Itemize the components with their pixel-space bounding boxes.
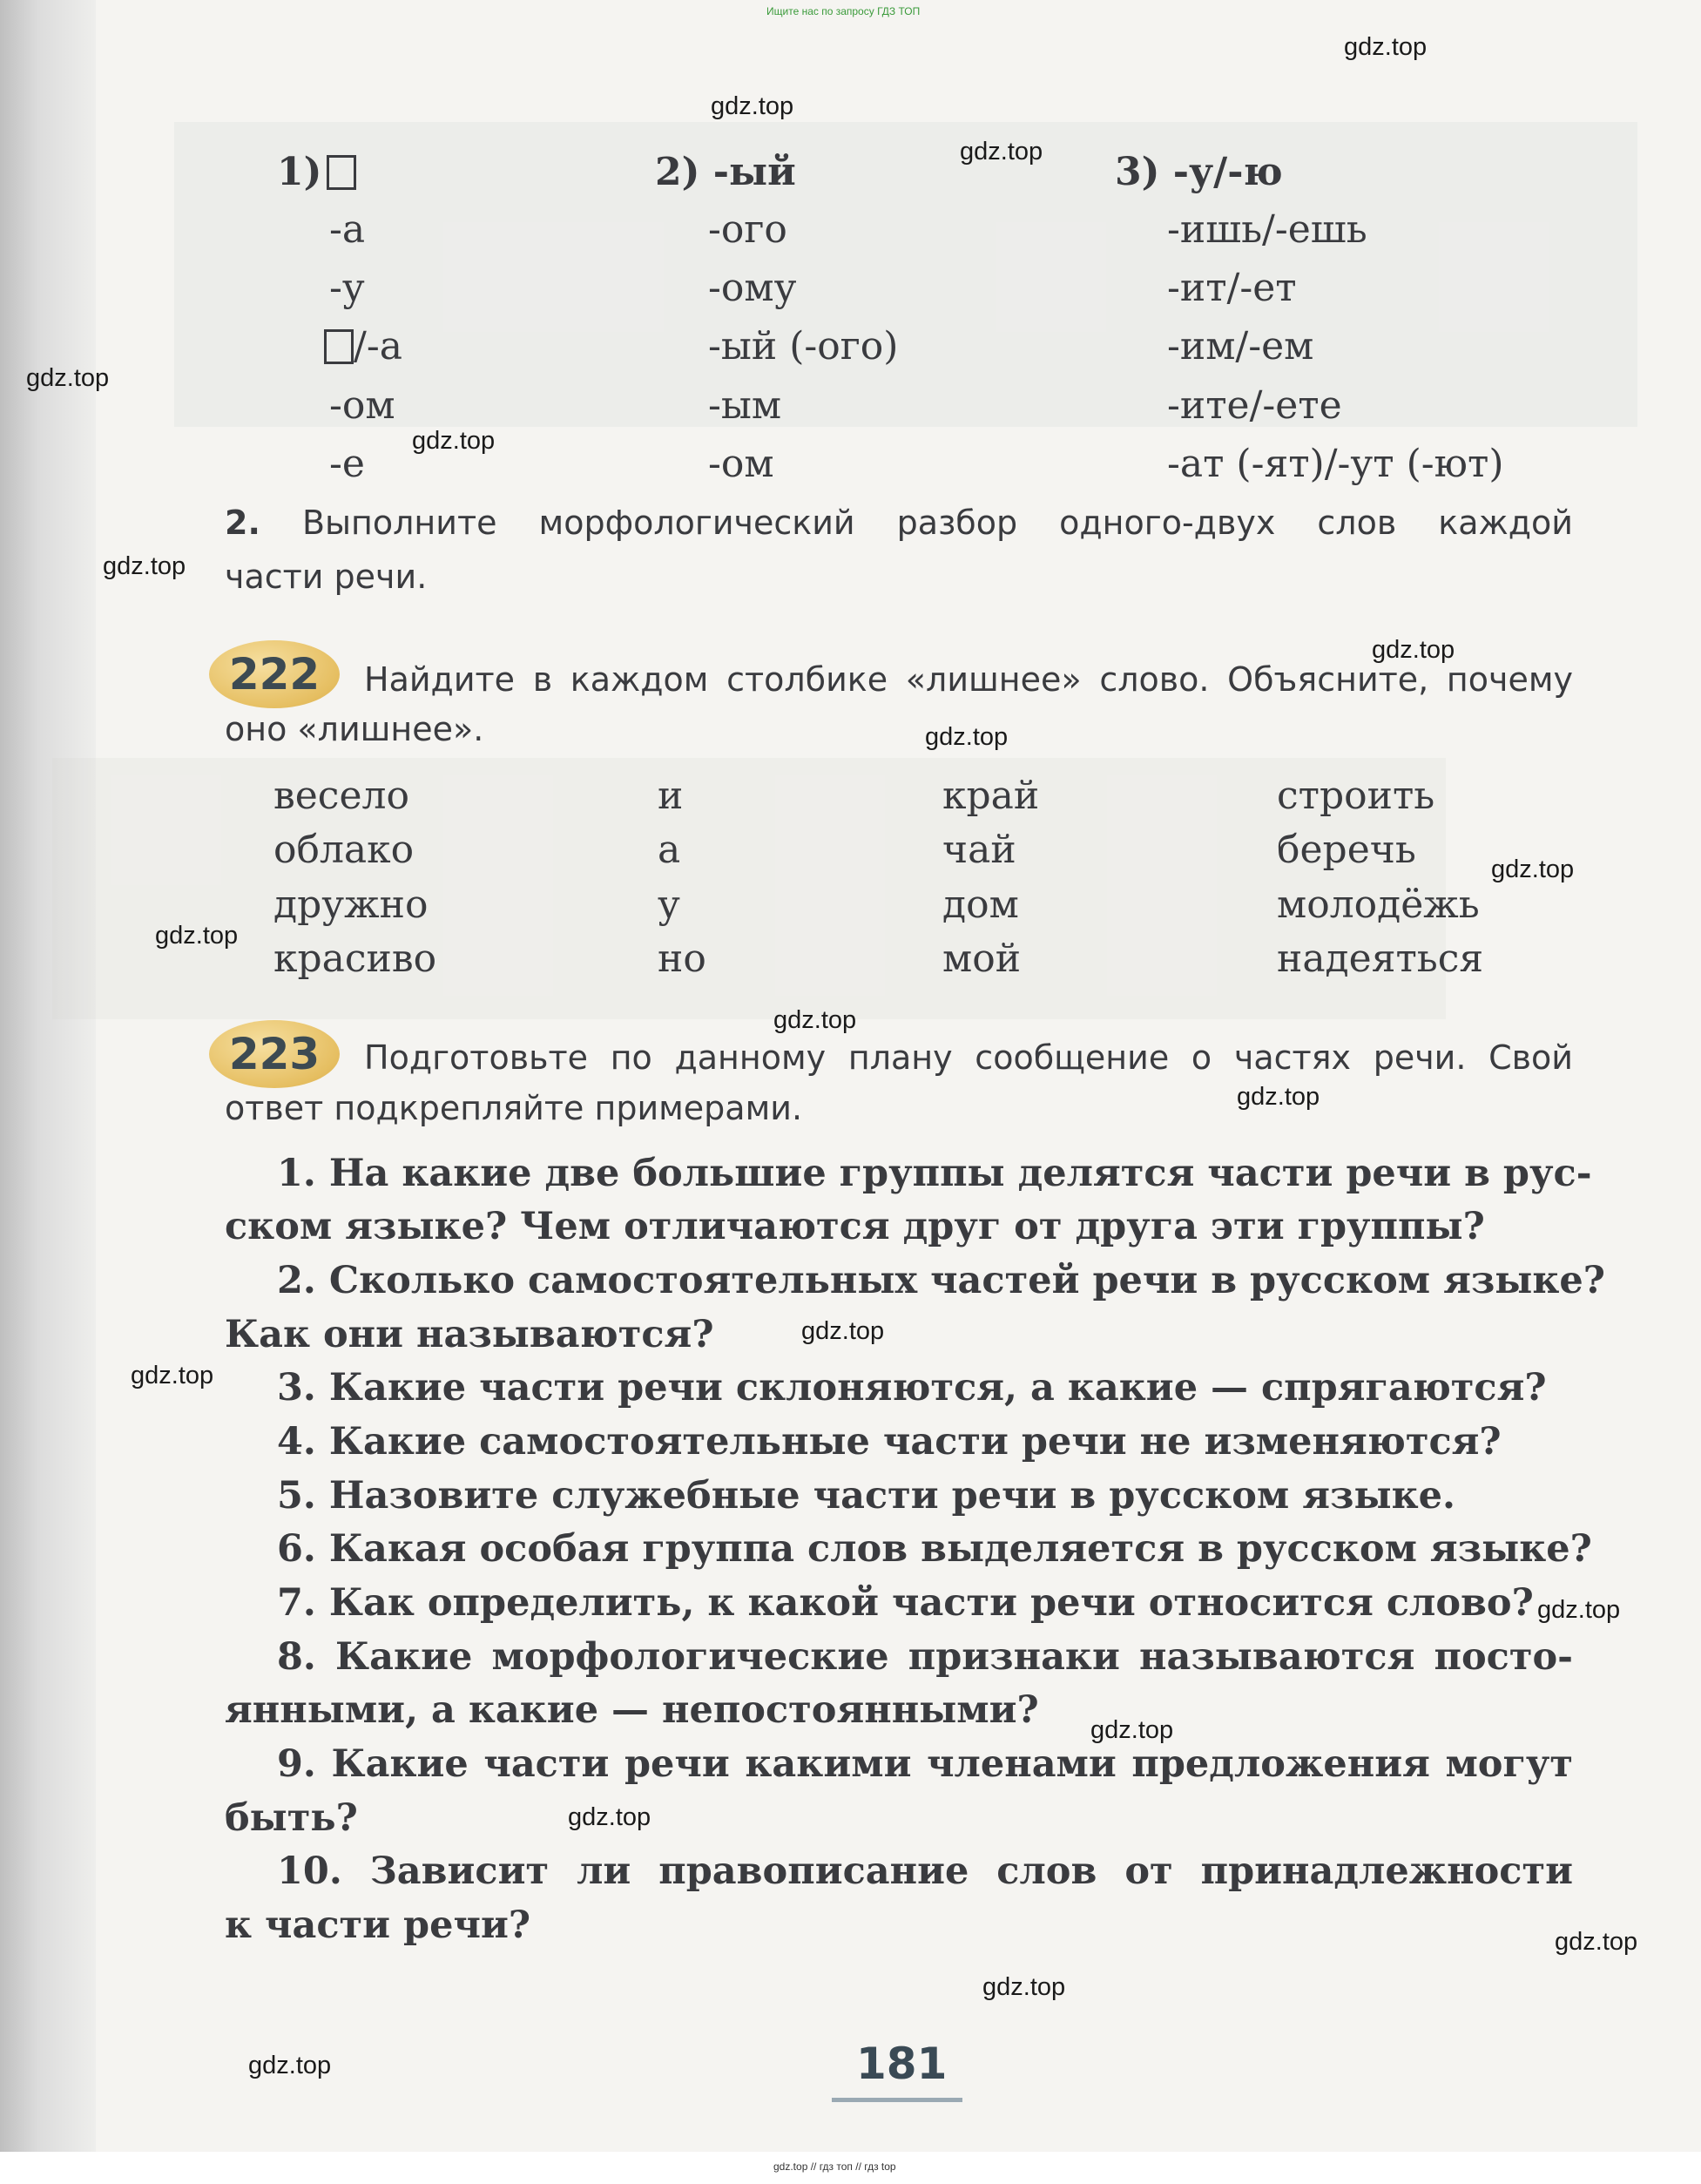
watermark: gdz.top bbox=[960, 138, 1043, 166]
watermark: gdz.top bbox=[1237, 1083, 1320, 1111]
word: беречь bbox=[1277, 828, 1416, 872]
col1-row: -а bbox=[329, 207, 366, 252]
question-line: быть? bbox=[225, 1796, 358, 1840]
word: дружно bbox=[273, 882, 429, 927]
watermark: gdz.top bbox=[155, 922, 239, 950]
question-line: 6. Какая особая группа слов выделяется в русском языке? bbox=[277, 1527, 1592, 1571]
watermark: gdz.top bbox=[248, 2052, 332, 2079]
word: надеяться bbox=[1277, 936, 1484, 981]
question-line: к части речи? bbox=[225, 1903, 531, 1947]
watermark: gdz.top bbox=[103, 552, 186, 580]
col3-row: -ат (-ят)/-ут (-ют) bbox=[1167, 442, 1504, 486]
col2-row: -ый (-ого) bbox=[708, 324, 899, 369]
word: строить bbox=[1277, 774, 1435, 818]
exercise-223-badge: 223 bbox=[209, 1020, 340, 1088]
question-line: 7. Как определить, к какой части речи относится слово? bbox=[277, 1581, 1534, 1625]
page-number-underline bbox=[832, 2098, 962, 2102]
word: мой bbox=[942, 936, 1022, 981]
question-line: 4. Какие самостоятельные части речи не изменяются? bbox=[277, 1420, 1502, 1464]
ex223-line1: Подготовьте по данному плану сообщение о частях речи. Свой bbox=[364, 1038, 1573, 1077]
ex223-line2: ответ подкрепляйте примерами. bbox=[225, 1089, 803, 1127]
question-line: 5. Назовите служебные части речи в русском языке. bbox=[277, 1474, 1455, 1518]
col1-row: -ом bbox=[329, 383, 395, 428]
col3-row: -ит/-ет bbox=[1167, 266, 1297, 310]
word: а bbox=[658, 828, 681, 872]
question-line: 10. Зависит ли правописание слов от принадлежности bbox=[277, 1849, 1573, 1893]
word: красиво bbox=[273, 936, 437, 981]
exercise-222-badge: 222 bbox=[209, 640, 340, 708]
word: весело bbox=[273, 774, 409, 818]
col1-row: -у bbox=[329, 266, 365, 310]
task2-line1 bbox=[225, 504, 1573, 542]
question-line: 3. Какие части речи склоняются, а какие — спрягаются? bbox=[277, 1366, 1547, 1410]
col1-row-text: /-а bbox=[354, 324, 402, 369]
footer-note: gdz.top // гдз топ // гдз top bbox=[773, 2160, 896, 2173]
task2-number: 2. bbox=[225, 504, 260, 542]
word: край bbox=[942, 774, 1040, 818]
watermark: gdz.top bbox=[412, 427, 496, 455]
watermark: gdz.top bbox=[801, 1317, 885, 1345]
question-line: 8. Какие морфологические признаки называются посто- bbox=[277, 1635, 1573, 1679]
page-spine-shadow bbox=[0, 0, 96, 2152]
col1-label-text: 1) bbox=[277, 150, 322, 194]
col2-row: -ого bbox=[708, 207, 787, 252]
question-line: янными, а какие — непостоянными? bbox=[225, 1688, 1039, 1732]
ex222-line1: Найдите в каждом столбике «лишнее» слово. Объясните, почему bbox=[364, 660, 1573, 699]
col3-row: -им/-ем bbox=[1167, 324, 1314, 369]
word: дом bbox=[942, 882, 1019, 927]
col1-row bbox=[324, 324, 402, 369]
bleed-through-area bbox=[174, 122, 1637, 427]
watermark: gdz.top bbox=[773, 1006, 857, 1034]
col1-row: -е bbox=[329, 442, 365, 486]
watermark: gdz.top bbox=[711, 92, 794, 120]
col3-row: -ишь/-ешь bbox=[1167, 207, 1367, 252]
watermark: gdz.top bbox=[1090, 1716, 1174, 1744]
watermark: gdz.top bbox=[1372, 636, 1455, 664]
word: чай bbox=[942, 828, 1016, 872]
question-line: ском языке? Чем отличаются друг от друга эти группы? bbox=[225, 1205, 1485, 1248]
watermark: gdz.top bbox=[568, 1803, 651, 1831]
col3-label: 3) -у/-ю bbox=[1115, 150, 1283, 194]
watermark: gdz.top bbox=[925, 723, 1009, 751]
question-line: 1. На какие две большие группы делятся части речи в рус- bbox=[277, 1152, 1592, 1195]
question-line: Как они называются? bbox=[225, 1313, 714, 1356]
header-note: Ищите нас по запросу ГДЗ ТОП bbox=[766, 5, 921, 17]
task2-text: Выполните морфологический разбор одного-двух слов каждой bbox=[301, 504, 1573, 542]
empty-ending-box bbox=[327, 155, 356, 190]
watermark: gdz.top bbox=[1537, 1596, 1621, 1624]
word: облако bbox=[273, 828, 415, 872]
watermark: gdz.top bbox=[1555, 1928, 1638, 1956]
col2-row: -ом bbox=[708, 442, 774, 486]
word: и bbox=[658, 774, 684, 818]
task2-line2: части речи. bbox=[225, 558, 428, 596]
question-line: 9. Какие части речи какими членами предложения могут bbox=[277, 1742, 1573, 1786]
col1-label bbox=[277, 150, 356, 194]
watermark: gdz.top bbox=[982, 1973, 1066, 2001]
word: но bbox=[658, 936, 706, 981]
word: молодёжь bbox=[1277, 882, 1480, 927]
col2-row: -ым bbox=[708, 383, 782, 428]
page-number: 181 bbox=[856, 2039, 948, 2089]
watermark: gdz.top bbox=[1491, 855, 1575, 883]
col2-label: 2) -ый bbox=[655, 150, 796, 194]
bleed-through-area bbox=[52, 758, 1446, 1019]
ex222-line2: оно «лишнее». bbox=[225, 710, 484, 748]
question-line: 2. Сколько самостоятельных частей речи в русском языке? bbox=[277, 1259, 1605, 1302]
word: у bbox=[658, 882, 680, 927]
col2-row: -ому bbox=[708, 266, 797, 310]
watermark: gdz.top bbox=[1344, 33, 1428, 61]
col3-row: -ите/-ете bbox=[1167, 383, 1342, 428]
watermark: gdz.top bbox=[131, 1362, 214, 1390]
empty-ending-box bbox=[324, 329, 354, 364]
watermark: gdz.top bbox=[26, 364, 110, 392]
